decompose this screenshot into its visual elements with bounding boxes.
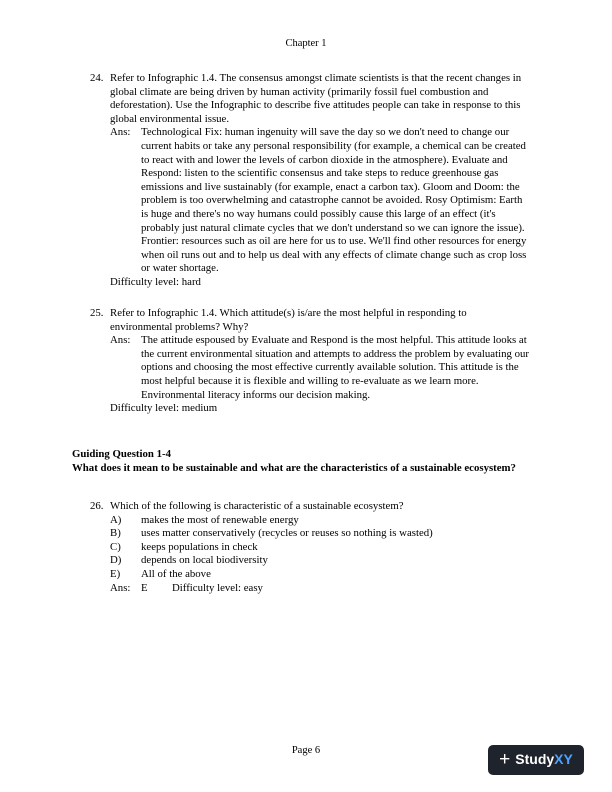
option-letter: E) — [110, 567, 121, 580]
option-letter: D) — [110, 554, 122, 567]
answer-label: Ans: — [110, 581, 131, 594]
guiding-question-text: What does it mean to be sustainable and what are the characteristics of a sustainable ecosystem? — [72, 461, 516, 474]
difficulty-level: Difficulty level: easy — [172, 581, 263, 594]
difficulty-level: Difficulty level: hard — [110, 275, 201, 288]
question-stem: Refer to Infographic 1.4. The consensus amongst climate scientists is that the recent changes in global climate are being driven by human activity (primarily fossil fuel combustion and deforestation). Use the Infographic to describe five attitudes people can take in response to this global environmental issue. — [110, 72, 522, 125]
question-number: 24. — [90, 72, 104, 84]
answer-text: The attitude espoused by Evaluate and Respond is the most helpful. This attitude looks at the current environmental situation and attempts to address the problem by evaluating our options and choosing the most effective currently available solution. This attitude is the most helpful because it is flexible and willing to re-evaluate as we learn more. Environmental literacy informs our decision making. — [141, 334, 529, 401]
question-24 — [90, 72, 530, 290]
option-a — [110, 514, 530, 528]
answer-text: Technological Fix: human ingenuity will save the day so we don't need to change our current habits or take any personal responsibility (for example, a chemical can be created to react with and lower the levels of carbon dioxide in the atmosphere). Evaluate and Respond: listen to the scientific consensus and take steps to reduce greenhouse gas emissions and live sustainably (for example, enact a carbon tax). Gloom and Doom: the problem is too overwhelming and catastrophe cannot be avoided. Rosy Optimism: Earth is huge and there's no way humans could possibly cause this large of an effect (it's probably just natural climate cycles that we don't understand so we can ignore the issue). Frontier: resources such as oil are here for us to use. We'll find other resources for energy when oil runs out and to help us deal with any effects of climate change such as crop loss or water shortage. — [141, 126, 527, 275]
question-stem: Which of the following is characteristic of a sustainable ecosystem? — [110, 500, 404, 512]
page-number: Page 6 — [291, 745, 321, 756]
difficulty-level: Difficulty level: medium — [110, 402, 218, 415]
answer-label: Ans: — [110, 334, 131, 347]
page-header: Chapter 1 — [285, 38, 327, 49]
plus-icon: + — [499, 749, 511, 770]
option-text: All of the above — [141, 567, 211, 580]
brand-suffix: XY — [554, 751, 573, 768]
option-b — [110, 527, 530, 541]
question-number: 26. — [90, 500, 104, 512]
option-text: makes the most of renewable energy — [141, 513, 299, 526]
answer-block — [110, 126, 530, 276]
option-c — [110, 541, 530, 555]
option-e — [110, 568, 530, 582]
answer-line — [110, 582, 530, 596]
option-letter: B) — [110, 527, 121, 540]
answer-block — [110, 334, 530, 402]
option-text: keeps populations in check — [141, 540, 258, 553]
option-letter: C) — [110, 540, 121, 553]
question-26 — [90, 500, 530, 595]
option-text: depends on local biodiversity — [141, 554, 268, 567]
option-d — [110, 554, 530, 568]
question-number: 25. — [90, 307, 104, 319]
option-letter: A) — [110, 513, 122, 526]
question-stem: Refer to Infographic 1.4. Which attitude(s) is/are the most helpful in responding to environmental problems? Why? — [110, 307, 467, 333]
guiding-question — [72, 448, 532, 475]
option-text: uses matter conservatively (recycles or reuses so nothing is wasted) — [141, 527, 433, 540]
answer-value: E — [141, 581, 148, 594]
guiding-question-title: Guiding Question 1-4 — [72, 448, 171, 460]
studyxy-badge[interactable] — [488, 745, 584, 775]
brand-name: Study — [515, 751, 555, 768]
answer-label: Ans: — [110, 126, 131, 139]
question-25 — [90, 307, 530, 416]
